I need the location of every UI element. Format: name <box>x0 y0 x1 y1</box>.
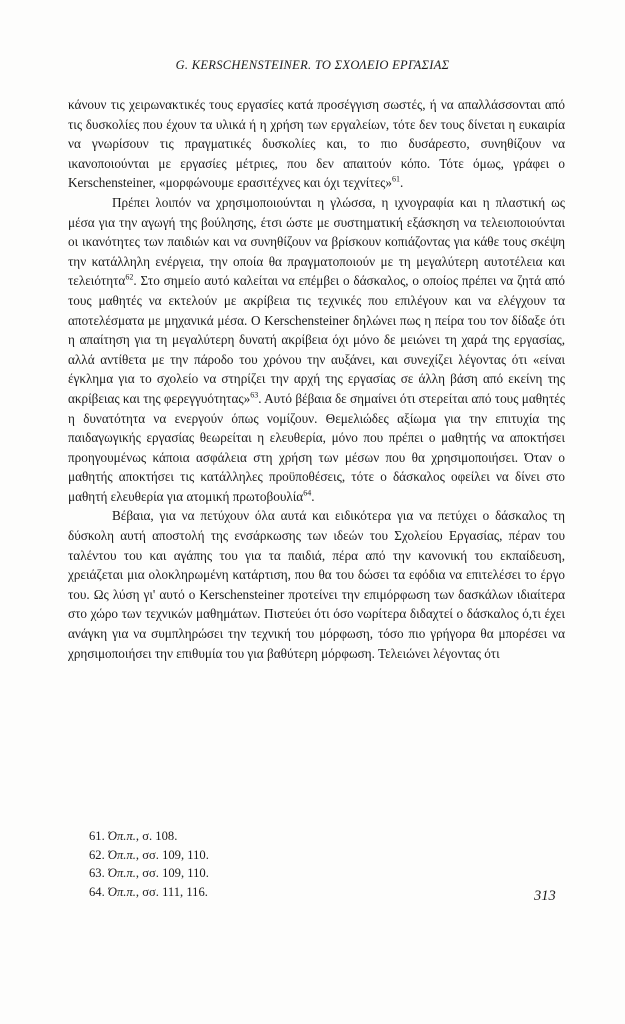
footnote <box>89 864 209 883</box>
footnote-reference: 61 <box>391 174 400 184</box>
running-head: G. KERSCHENSTEINER. ΤΟ ΣΧΟΛΕΙΟ ΕΡΓΑΣΙΑΣ <box>175 58 450 72</box>
footnote <box>89 846 209 865</box>
paragraph-text: . Αυτό βέβαια δε σημαίνει ότι στερείται από τους μαθητές η δυνατότητα να ενεργούν όπως νομίζουν. Θεμελιώδες αξίωμα για την επιτυχία της παιδαγωγικής εργασίας θεωρείται η ελευθερία, μόνο που πρέπει ο μαθητής να αποκτήσει προηγουμένως κάποια ασφάλεια στη χρήση των μέσων που θα χρησιμοποιήσει. Όταν ο μαθητής αποκτήσει τις κατάλληλες προϋποθέσεις, τότε ο δάσκαλος οφείλει να δίνει στο μαθητή ελευθερία για ατομική πρωτοβουλία <box>68 390 565 504</box>
footnote-reference-text: , σσ. 111, 116. <box>135 884 208 899</box>
footnote-number: 64. <box>89 884 105 899</box>
footnote <box>89 827 209 846</box>
paragraph-text: . <box>399 175 404 191</box>
paragraph <box>68 506 565 663</box>
footnote-abbreviation: Όπ.π. <box>107 866 136 880</box>
paragraph <box>68 193 565 507</box>
footnote-reference: 64 <box>303 488 312 498</box>
page-number: 313 <box>534 888 556 904</box>
footnote <box>89 883 209 902</box>
footnote-reference-text: , σσ. 109, 110. <box>135 847 209 862</box>
paragraph-text: . <box>311 488 315 504</box>
paragraph-text: κάνουν τις χειρωνακτικές τους εργασίες κατά προσέγγιση σωστές, ή να απαλλάσσονται από τις δυσκολίες που έχουν τα υλικά ή η χρήση των εργαλείων, τότε δεν τους δίνεται η ευκαιρία να γνωρίσουν τις πραγματικές δυσκολίες και, το πιο δυσάρεστο, συνηθίζουν να ικανοποιούνται με εργασίες μέτριες, που δεν απαιτούν κόπο. Τότε όμως, γράφει ο Kerschensteiner, «μορφώνουμε ερασιτέχνες και όχι τεχνίτες» <box>68 97 565 191</box>
footnotes <box>89 827 209 901</box>
footnote-abbreviation: Όπ.π. <box>107 847 136 862</box>
footnote-abbreviation: Όπ.π. <box>107 829 136 843</box>
footnote-reference-text: , σσ. 109, 110. <box>135 866 209 880</box>
body-text <box>68 95 565 663</box>
paragraph <box>68 95 565 193</box>
paragraph-text: Πρέπει λοιπόν να χρησιμοποιούνται η γλώσσα, η ιχνογραφία και η πλαστική ως μέσα για την αγωγή της βούλησης, έτσι ώστε με συστηματική εξάσκηση να τελειοποιούνται οι ικανότητες των παιδιών και να συνηθίζουν να βρίσκουν κοπιάζοντας για κάθε τους σκέψη την κατάλληλη ενέργεια, την οποία θα πραγματοποιούν με τη μεγαλύτερη αυτοτέλεια και τελειότητα <box>68 194 565 289</box>
footnote-reference: 63 <box>250 390 259 400</box>
footnote-number: 63. <box>89 866 105 880</box>
footnote-number: 62. <box>89 847 105 862</box>
footnote-reference-text: , σ. 108. <box>135 829 178 843</box>
paragraph-text: Βέβαια, για να πετύχουν όλα αυτά και ειδικότερα για να πετύχει ο δάσκαλος τη δύσκολη αυτή αποστολή της ενσάρκωσης των ιδεών του Σχολείου Εργασίας, πέραν του ταλέντου του και αγάπης του για τα παιδιά, πέρα από την κανονική του εκπαίδευση, χρειάζεται μια ολοκληρωμένη κατάρτιση, που θα του δώσει τα εφόδια να επιτελέσει το έργο του. Ως λύση γι' αυτό ο Kerschensteiner προτείνει την επιμόρφωση των δασκάλων ιδιαίτερα στο χώρο των τεχνικών μαθημάτων. Πιστεύει ότι όσο νωρίτερα διδαχτεί ο δάσκαλος ό,τι έχει ανάγκη για να συμπληρώσει την τεχνική του μόρφωση, τόσο πιο γρήγορα θα μπορέσει να χρησιμοποιήσει την επιθυμία του για βαθύτερη μόρφωση. Τελειώνει λέγοντας ότι <box>68 508 565 661</box>
paragraph-text: . Στο σημείο αυτό καλείται να επέμβει ο δάσκαλος, ο οποίος πρέπει να ζητά από τους μαθητές να εκτελούν με ακρίβεια τις τεχνικές που επιλέγουν και να ελέγχουν τα αποτελέσματα με μηχανικά μέσα. Ο Kerschensteiner δηλώνει πως η πείρα του τον δίδαξε ότι η απαίτηση για τη μεγαλύτερη δυνατή ακρίβεια όχι μόνο δε μειώνει τη χαρά της εργασίας, αλλά αντίθετα με την πάροδο του χρόνου την αυξάνει, και συνεχίζει λέγοντας ότι «είναι έγκλημα για το σχολείο να στηρίζει την αρχή της εργασίας σε άλλη βάση από εκείνη της ακρίβειας και της φερεγγυότητας» <box>68 273 565 406</box>
footnote-abbreviation: Όπ.π. <box>107 884 136 899</box>
footnote-reference: 62 <box>125 272 134 282</box>
footnote-number: 61. <box>89 829 105 843</box>
